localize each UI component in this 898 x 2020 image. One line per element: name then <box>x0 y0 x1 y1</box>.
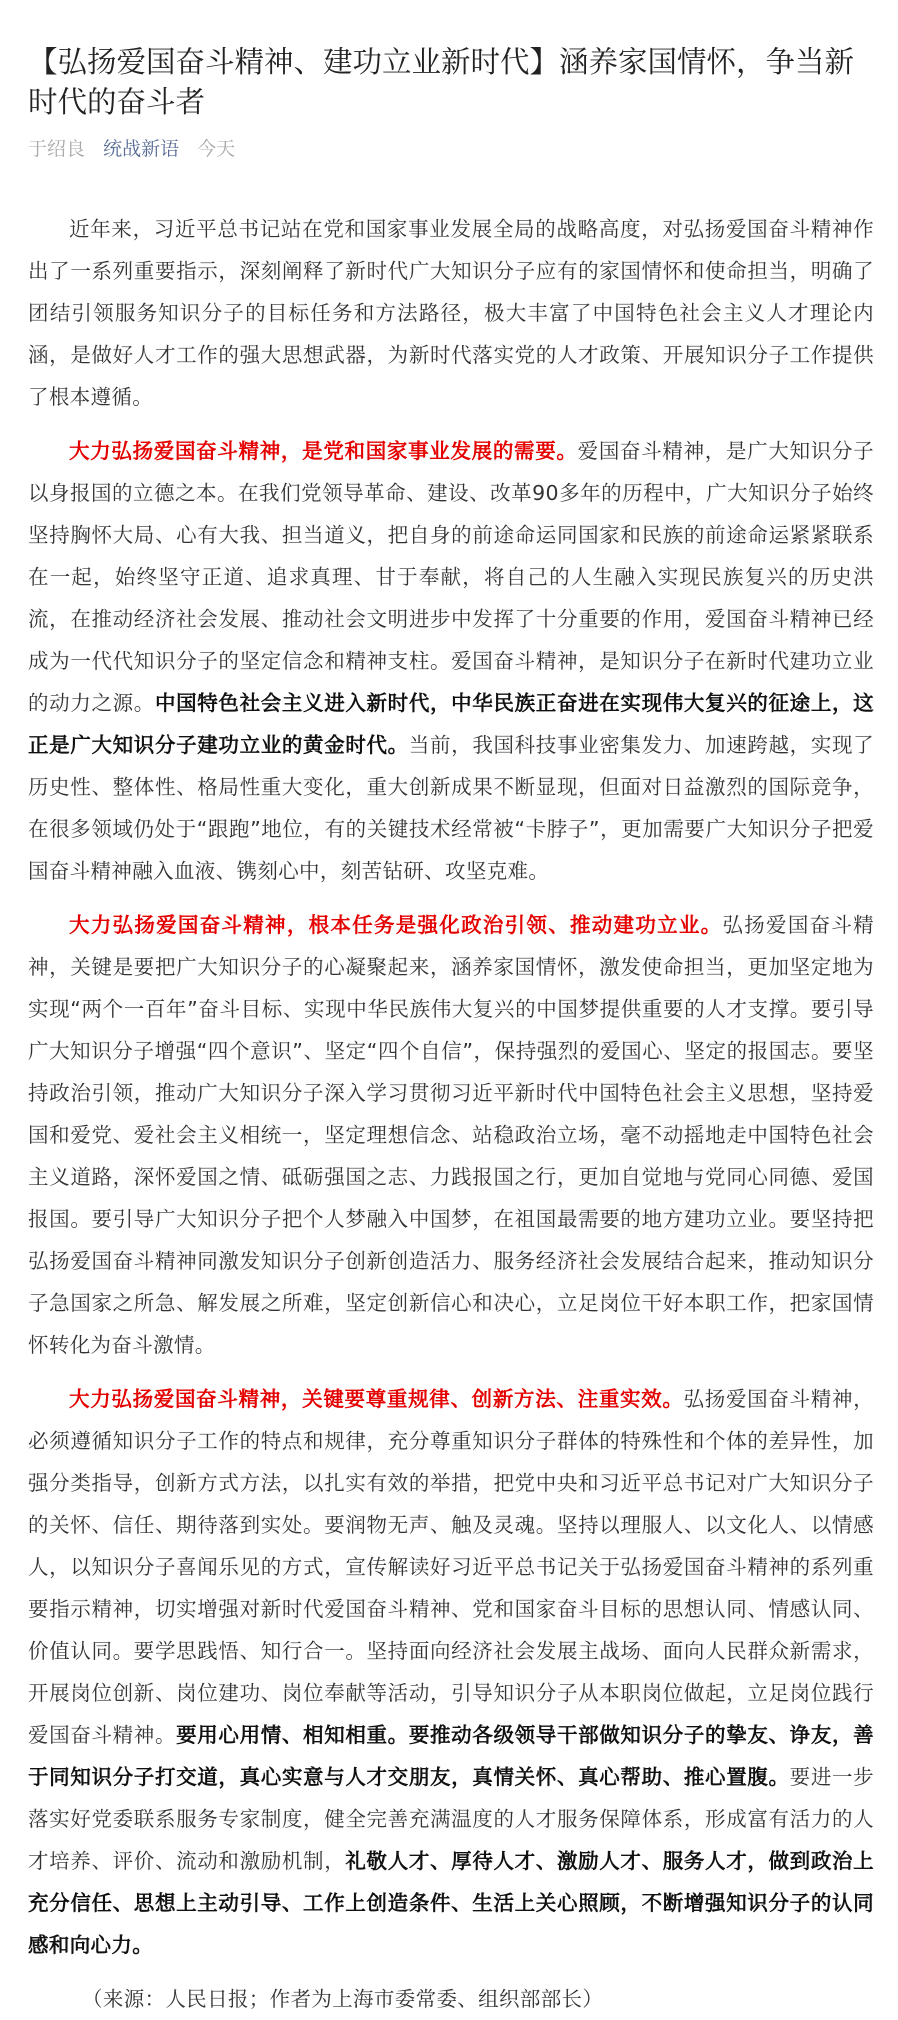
paragraph-text: 弘扬爱国奋斗精神，关键是要把广大知识分子的心凝聚起来，涵养家国情怀，激发使命担当，更加坚定地为实现“两个一百年”奋斗目标、实现中华民族伟大复兴的中国梦提供重要的人才支撑。要引导广大知识分子增强“四个意识”、坚定“四个自信”，保持强烈的爱国心、坚定的报国志。要坚持政治引领，推动广大知识分子深入学习贯彻习近平新时代中国特色社会主义思想，坚持爱国和爱党、爱社会主义相统一，坚定理想信念、站稳政治立场，毫不动摇地走中国特色社会主义道路，深怀爱国之情、砥砺强国之志、力践报国之行，更加自觉地与党同心同德、爱国报国。要引导广大知识分子把个人梦融入中国梦，在祖国最需要的地方建功立业。要坚持把弘扬爱国奋斗精神同激发知识分子创新创造活力、服务经济社会发展结合起来，推动知识分子急国家之所急、解发展之所难，坚定创新信心和决心，立足岗位干好本职工作，把家国情怀转化为奋斗激情。 <box>28 913 875 1357</box>
article-title: 【弘扬爱国奋斗精神、建功立业新时代】涵养家国情怀，争当新时代的奋斗者 <box>28 45 855 119</box>
paragraph-text: 当前，我国科技事业密集发力、加速跨越，实现了历史性、整体性、格局性重大变化，重大创新成果不断显现，但面对日益激烈的国际竞争，在很多领域仍处于“跟跑”地位，有的关键技术经常被“卡脖子”，更加需要广大知识分子把爱国奋斗精神融入血液、镌刻心中，刻苦钻研、攻坚克难。 <box>28 733 874 883</box>
paragraph-text: 要进一步落实好党委联系服务专家制度，健全完善充满温度的人才服务保障体系，形成富有活力的人才培养、评价、流动和激励机制， <box>28 1765 874 1873</box>
red-highlight-text: 大力弘扬爱国奋斗精神，关键要尊重规律、创新方法、注重实效。 <box>69 1387 684 1411</box>
paragraph-text: 近年来，习近平总书记站在党和国家事业发展全局的战略高度，对弘扬爱国奋斗精神作出了一系列重要指示，深刻阐释了新时代广大知识分子应有的家国情怀和使命担当，明确了团结引领服务知识分子的目标任务和方法路径，极大丰富了中国特色社会主义人才理论内涵，是做好人才工作的强大思想武器，为新时代落实党的人才政策、开展知识分子工作提供了根本遵循。 <box>28 217 874 409</box>
article-author: 于绍良 <box>28 138 86 160</box>
paragraph-text: 弘扬爱国奋斗精神，必须遵循知识分子工作的特点和规律，充分尊重知识分子群体的特殊性和个体的差异性，加强分类指导，创新方式方法，以扎实有效的举措，把党中央和习近平总书记对广大知识分子的关怀、信任、期待落到实处。要润物无声、触及灵魂。坚持以理服人、以文化人、以情感人，以知识分子喜闻乐见的方式，宣传解读好习近平总书记关于弘扬爱国奋斗精神的系列重要指示精神，切实增强对新时代爱国奋斗精神、党和国家奋斗目标的思想认同、情感认同、价值认同。要学思践悟、知行合一。坚持面向经济社会发展主战场、面向人民群众新需求，开展岗位创新、岗位建功、岗位奉献等活动，引导知识分子从本职岗位做起，立足岗位践行爱国奋斗精神。 <box>28 1387 874 1747</box>
red-highlight-text: 大力弘扬爱国奋斗精神，根本任务是强化政治引领、推动建功立业。 <box>69 913 723 937</box>
article-paragraph <box>28 430 874 892</box>
article-paragraph <box>28 1378 874 1966</box>
account-name-link[interactable]: 统战新语 <box>103 138 180 160</box>
bold-text: 要用心用情、相知相重。要推动各级领导干部做知识分子的挚友、诤友，善于同知识分子打交道，真心实意与人才交朋友，真情关怀、真心帮助、推心置腹。 <box>28 1723 874 1789</box>
article-content <box>28 208 874 1966</box>
article-paragraph <box>28 208 874 418</box>
bold-text: 礼敬人才、厚待人才、激励人才、服务人才，做到政治上充分信任、思想上主动引导、工作上创造条件、生活上关心照顾，不断增强知识分子的认同感和向心力。 <box>28 1849 875 1957</box>
article-source: （来源：人民日报；作者为上海市委常委、组织部部长） <box>82 1987 604 2011</box>
publish-time: 今天 <box>197 138 236 160</box>
paragraph-text: 爱国奋斗精神，是广大知识分子以身报国的立德之本。在我们党领导革命、建设、改革90多年的历程中，广大知识分子始终坚持胸怀大局、心有大我、担当道义，把自身的前途命运同国家和民族的前途命运紧紧联系在一起，始终坚守正道、追求真理、甘于奉献，将自己的人生融入实现民族复兴的历史洪流，在推动经济社会发展、推动社会文明进步中发挥了十分重要的作用，爱国奋斗精神已经成为一代代知识分子的坚定信念和精神支柱。爱国奋斗精神，是知识分子在新时代建功立业的动力之源。 <box>28 439 874 715</box>
article-paragraph <box>28 904 874 1366</box>
bold-text: 中国特色社会主义进入新时代，中华民族正奋进在实现伟大复兴的征途上，这正是广大知识分子建功立业的黄金时代。 <box>28 691 874 757</box>
article-meta <box>28 136 874 162</box>
red-highlight-text: 大力弘扬爱国奋斗精神，是党和国家事业发展的需要。 <box>69 439 578 463</box>
